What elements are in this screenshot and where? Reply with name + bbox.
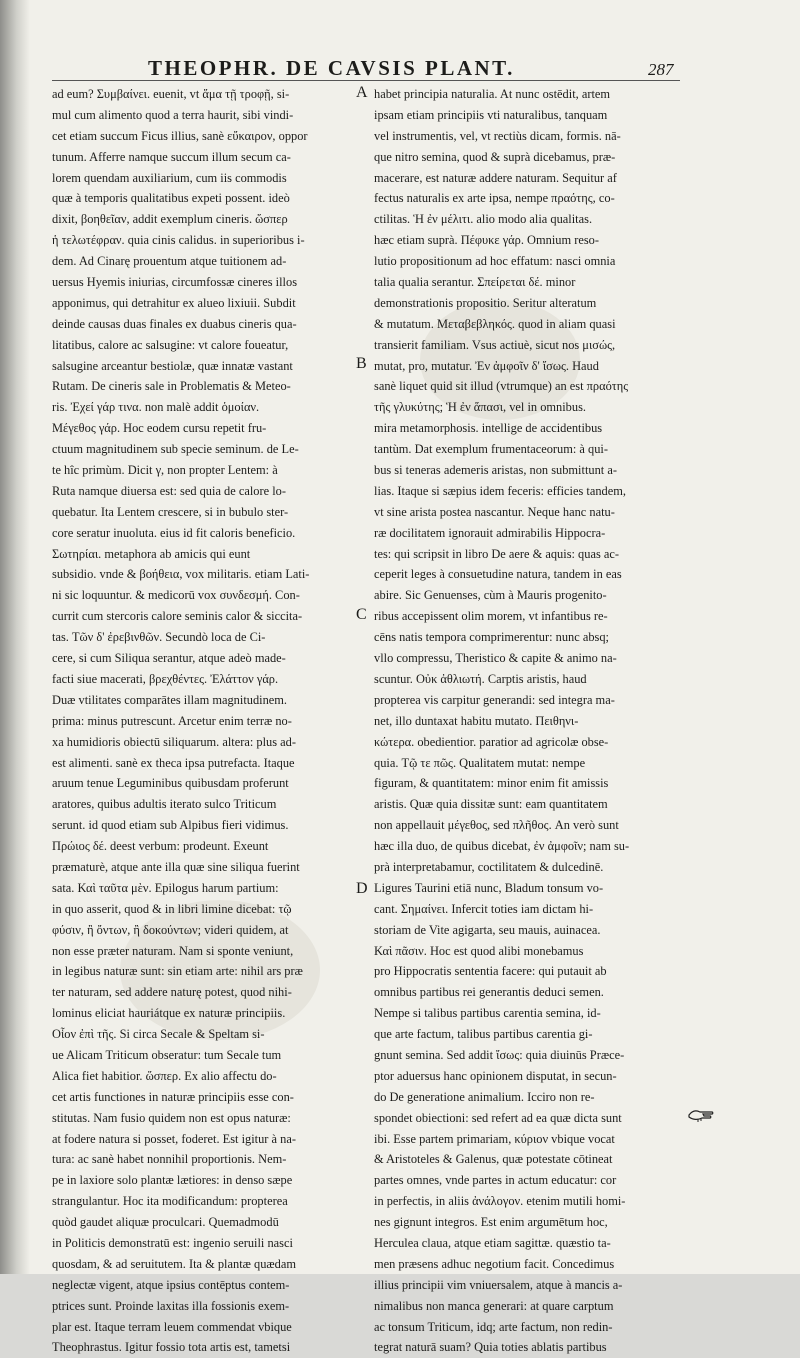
right-column-line: aristis. Quæ quia dissitæ sunt: eam quantitatem: [374, 797, 608, 812]
left-column-line: quebatur. Ita Lentem crescere, si in bubulo ster-: [52, 504, 289, 519]
right-column-line: que arte factum, talibus partibus carentia gi-: [374, 1027, 593, 1042]
right-column-line: nes gignunt integros. Est enim argumētum hoc,: [374, 1215, 608, 1230]
right-column-line: non appellauit μέγεθος, sed πλῆθος. An verò sunt: [374, 818, 619, 833]
left-column-line: quosdam, & ad seruitutem. Ita & plantæ quædam: [52, 1256, 296, 1271]
right-column-line: tegrat naturā suam? Quia toties ablatis partibus: [374, 1340, 607, 1355]
left-column-line: aruum tenue Leguminibus quibusdam proferunt: [52, 776, 289, 791]
header-rule: [52, 80, 680, 81]
left-column-line: uersus Hyemis iniurias, circumfossæ cineres illos: [52, 275, 298, 290]
right-column-line: figuram, & quantitatem: minor enim fit amissis: [374, 776, 609, 791]
left-column-line: Rutam. De cineris sale in Problematis & Meteo-: [52, 379, 291, 394]
page-gutter-shadow: [0, 0, 30, 1274]
left-column-line: Μέγεθος γάρ. Hoc eodem cursu repetit fru-: [52, 421, 267, 436]
right-column-line: spondet obiectioni: sed refert ad ea quæ dicta sunt: [374, 1110, 622, 1125]
right-column-line: mutat, pro, mutatur. Ἐν ἀμφοῖν δ' ἴσως. Haud: [374, 358, 599, 373]
pointing-hand-icon: [688, 1106, 714, 1124]
right-column-line: vllo compressu, Theristico & capite & animo na-: [374, 651, 617, 666]
left-column-line: ter naturam, sed addere naturę potest, quod nihi-: [52, 985, 292, 1000]
page-number: 287: [648, 60, 674, 79]
left-column-line: strangulantur. Hoc ita modificandum: propterea: [52, 1194, 288, 1209]
left-column-line: in Politicis demonstratū est: ingenio seruili nasci: [52, 1235, 293, 1250]
right-column-line: ipsam etiam principiis vti naturalibus, tanquam: [374, 107, 608, 122]
right-column-line: do De generatione animalium. Icciro non re-: [374, 1089, 595, 1104]
right-column-line: τῆς γλυκύτης; Ἡ ἐν ἅπασι, vel in omnibus.: [374, 400, 586, 415]
left-column-line: dixit, βοηθεῖαν, addit exemplum cineris. ὥσπερ: [52, 212, 288, 227]
right-column-line: ceperit leges à consuetudine natura, tandem in eas: [374, 567, 622, 582]
right-column-line: tes: qui scripsit in libro De aere & aquis: quas ac-: [374, 546, 619, 561]
right-column-line: ac tonsum Triticum, idq; arte factum, non redin-: [374, 1319, 613, 1334]
right-column-line: macerare, est naturæ addere naturam. Sequitur af: [374, 170, 617, 185]
right-column-line: fectus naturalis ex arte ipsa, nempe πραότης, co-: [374, 191, 615, 206]
right-text-column: [374, 84, 680, 1358]
right-column-line: tantùm. Dat exemplum frumentaceorum: à qui-: [374, 442, 608, 457]
right-column-line: partes omnes, vnde partes in actum educatur: cor: [374, 1173, 617, 1188]
right-column-line: nimalibus non manca generari: at quare carptum: [374, 1298, 614, 1313]
right-column-line: Nempe si talibus partibus carentia semina, id-: [374, 1006, 601, 1021]
left-column-line: facti siue macerati, βρεχθέντες. Ἐλάττον γάρ.: [52, 671, 279, 686]
left-column-line: Alica fiet habitior. ὥσπερ. Ex alio affectu do-: [52, 1068, 277, 1083]
right-column-line: net, illo duntaxat habitu mutato. Πειθηνι-: [374, 713, 579, 728]
margin-marker-a: A: [356, 84, 368, 101]
right-column-line: Καὶ πᾶσιν. Hoc est quod alibi monebamus: [374, 943, 584, 958]
left-column-line: non esse præter naturam. Nam si sponte veniunt,: [52, 943, 294, 958]
left-column-line: apponimus, qui detrahitur ex alueo lixiuii. Subdit: [52, 295, 296, 310]
margin-marker-c: C: [356, 606, 367, 623]
right-column-line: in perfectis, in aliis ἀνάλογον. etenim mutili homi-: [374, 1194, 626, 1209]
left-column-line: Duæ vtilitates comparātes illam magnitudinem.: [52, 692, 288, 707]
running-head: THEOPHR. DE CAVSIS PLANT.: [148, 56, 515, 80]
left-column-line: currit cum stercoris calore seminis calor & siccita-: [52, 609, 303, 624]
left-column-line: salsugine arceantur bestiolæ, quæ innatæ vastant: [52, 358, 293, 373]
left-column-line: stitutas. Nam fusio quidem non est opus naturæ:: [52, 1110, 291, 1125]
left-column-line: tunum. Afferre namque succum illum secum ca-: [52, 149, 291, 164]
right-column-line: lias. Itaque si sæpius idem feceris: efficies tandem,: [374, 483, 626, 498]
right-column-line: vt sine arista postea nascantur. Neque hanc natu-: [374, 504, 615, 519]
left-column-line: in quo asserit, quod & in libri limine dicebat: τῷ: [52, 901, 292, 916]
left-column-line: aratores, quibus adultis iterato sulco Triticum: [52, 797, 277, 812]
right-column-line: gnunt semina. Sed addit ἴσως: quia diuinūs Præce-: [374, 1047, 625, 1062]
right-column-line: hæc etiam suprà. Πέφυκε γάρ. Omnium reso-: [374, 233, 599, 248]
left-column-line: quòd gaudet aliquæ proculcari. Quemadmodū: [52, 1215, 279, 1230]
left-column-line: prima: minus putrescunt. Arcetur enim terræ no-: [52, 713, 292, 728]
right-column-line: ptor aduersus hanc opinionem disputat, in secun-: [374, 1068, 617, 1083]
right-column-line: scuntur. Οὐκ ἀθλιωτή. Carptis aristis, haud: [374, 671, 587, 686]
right-column-line: ibi. Esse partem primariam, κύριον vbique vocat: [374, 1131, 615, 1146]
right-column-line: ctilitas. Ἡ ἐν μέλιτι. alio modo alia qualitas.: [374, 212, 593, 227]
left-column-line: subsidio. vnde & βοήθεια, vox militaris. etiam Lati-: [52, 567, 310, 582]
left-column-line: Theophrastus. Igitur fossio tota artis est, tametsi: [52, 1340, 291, 1355]
left-column-line: deinde causas duas finales ex duabus cineris qua-: [52, 316, 297, 331]
left-column-line: ris. Ἐχεί γάρ τινα. non malè addit ὁμοίαν.: [52, 400, 260, 415]
right-column-line: cēns natis tempora comprimerentur: nunc absq;: [374, 630, 610, 645]
left-column-line: dem. Ad Cinarę prouentum atque tuitionem ad-: [52, 254, 287, 269]
left-column-line: ἡ τελωτέφραν. quia cinis calidus. in superioribus i-: [52, 233, 305, 248]
left-column-line: ni sic loquuntur. & medicorū vox συνδεσμή. Con-: [52, 588, 300, 603]
left-column-line: litatibus, calore ac salsugine: vt calore foueatur,: [52, 337, 289, 352]
left-column-line: cere, si cum Siliqua serantur, atque adeò made-: [52, 651, 286, 666]
left-column-line: tura: ac sanè habet nonnihil proportionis. Nem-: [52, 1152, 287, 1167]
left-column-line: core seratur inuoluta. eius id fit caloris beneficio.: [52, 525, 296, 540]
right-column-line: habet principia naturalia. At nunc ostēdit, artem: [374, 87, 611, 101]
left-column-line: lominus eliciat hauriátque ex naturæ principiis.: [52, 1006, 286, 1021]
left-column-line: Σωτηρίαι. metaphora ab amicis qui eunt: [52, 546, 251, 561]
left-column-line: in legibus naturæ sunt: sin etiam arte: nihil ars præ: [52, 964, 303, 979]
left-column-line: est alimenti. sanè ex theca ipsa putrefacta. Itaque: [52, 755, 295, 770]
right-column-line: hæc illa duo, de quibus dicebat, ἐν ἀμφοῖν; nam su-: [374, 839, 630, 854]
left-column-line: mul cum alimento quod a terra haurit, sibi vindi-: [52, 107, 294, 122]
left-column-line: neglectæ vigent, atque ipsius contēptus contem-: [52, 1277, 290, 1292]
margin-marker-d: D: [356, 880, 368, 897]
left-column-line: ptrices sunt. Proinde laxitas illa fossionis exem-: [52, 1298, 290, 1313]
right-column-line: men præsens adhuc negotium facit. Concedimus: [374, 1256, 615, 1271]
left-column-line: Πρώιος δέ. deest verbum: prodeunt. Exeunt: [52, 839, 269, 854]
left-column-line: præmaturè, atque ante illa quæ sine siliqua fuerint: [52, 859, 300, 874]
right-column-line: κώτερα. obedientior. paratior ad agricolæ obse-: [374, 734, 609, 749]
right-column-line: & Aristoteles & Galenus, quæ potestate cōtineat: [374, 1152, 613, 1167]
right-column-line: ribus accepissent olim morem, vt infantibus re-: [374, 609, 608, 624]
left-column-line: ad eum? Συμβαίνει. euenit, vt ἅμα τῇ τροφῇ, si-: [52, 87, 290, 101]
left-column-line: pe in laxiore solo plantæ lætiores: in denso sæpe: [52, 1173, 293, 1188]
left-column-line: serunt. id quod etiam sub Alpibus fieri vidimus.: [52, 818, 289, 833]
right-column-line: abire. Sic Genuenses, cùm à Mauris progenito-: [374, 588, 607, 603]
right-column-line: mira metamorphosis. intellige de accidentibus: [374, 421, 603, 436]
left-column-line: plar est. Itaque terram leuem commendat vbique: [52, 1319, 292, 1334]
right-column-line: lutio propositionum ad hoc effatum: nasci omnia: [374, 254, 616, 269]
right-column-line: ræ docilitatem ignorauit admirabilis Hippocra-: [374, 525, 606, 540]
right-column-line: talia qualia serantur. Σπείρεται δέ. minor: [374, 275, 576, 290]
right-column-line: Ligures Taurini etiā nunc, Bladum tonsum vo-: [374, 880, 604, 895]
left-column-line: cet artis functiones in naturæ principiis esse con-: [52, 1089, 294, 1104]
right-column-line: transierit familiam. Vsus actiuè, sicut nos μισώς,: [374, 337, 616, 352]
right-column-line: prà interpretabamur, coctilitatem & dulcedinē.: [374, 859, 604, 874]
right-column-line: bus si teneras ademeris aristas, non submittunt a-: [374, 463, 617, 478]
right-column-line: illius principii vim vniuersalem, atque à mancis a-: [374, 1277, 623, 1292]
left-column-line: te hîc primùm. Dicit γ, non propter Lentem: à: [52, 463, 278, 478]
right-column-line: propterea vis carpitur generandi: sed integra ma-: [374, 692, 615, 707]
right-column-line: que nitro semina, quod & suprà dicebamus, præ-: [374, 149, 616, 164]
right-column-line: storiam de Vite agigarta, seu mauis, auinacea.: [374, 922, 601, 937]
left-column-line: Οἷον ἐπὶ τῆς. Si circa Secale & Speltam si-: [52, 1027, 265, 1042]
left-column-line: ctuum magnitudinem sub specie seminum. de Le-: [52, 442, 299, 457]
right-column-line: quia. Τῷ τε πῶς. Qualitatem mutat: nempe: [374, 755, 586, 770]
left-column-line: φύσιν, ἢ ὄντων, ἢ δοκούντων; videri quidem, at: [52, 922, 289, 937]
left-column-line: xa humidioris obiectū siliquarum. altera: plus ad-: [52, 734, 296, 749]
left-column-line: lorem quendam auxiliarium, cum iis commodis: [52, 170, 287, 185]
right-column-line: vel instrumentis, vel, vt rectiùs dicam, formis. nā-: [374, 128, 621, 143]
left-column-line: quæ à temporis qualitatibus expeti possent. ideò: [52, 191, 290, 206]
left-column-line: cet etiam succum Ficus illius, sanè εὔκαιρον, oppor: [52, 128, 308, 143]
left-column-line: at fodere natura si posset, foderet. Est igitur à na-: [52, 1131, 296, 1146]
right-column-line: & mutatum. Μεταβεβληκός. quod in aliam quasi: [374, 316, 616, 331]
left-text-column: [52, 84, 358, 1358]
margin-marker-b: B: [356, 355, 367, 372]
right-column-line: sanè liquet quid sit illud (vtrumque) an est πραότης: [374, 379, 629, 394]
right-column-line: omnibus partibus rei generantis deduci semen.: [374, 985, 604, 1000]
right-column-line: cant. Σημαίνει. Infercit toties iam dictam hi-: [374, 901, 594, 916]
left-column-line: ue Alicam Triticum obseratur: tum Secale tum: [52, 1047, 282, 1062]
right-column-line: Herculea claua, atque etiam sagittæ. quæstio ta-: [374, 1235, 611, 1250]
left-column-line: tas. Τῶν δ' ἐρεβινθῶν. Secundò loca de Ci-: [52, 630, 266, 645]
left-column-line: Ruta namque diuersa est: sed quia de calore lo-: [52, 483, 286, 498]
left-column-line: sata. Καὶ ταῦτα μὲν. Epilogus harum partium:: [52, 880, 279, 895]
right-column-line: demonstrationis propositio. Seritur alteratum: [374, 295, 597, 310]
right-column-line: pro Hippocratis sententia facere: qui putauit ab: [374, 964, 607, 979]
